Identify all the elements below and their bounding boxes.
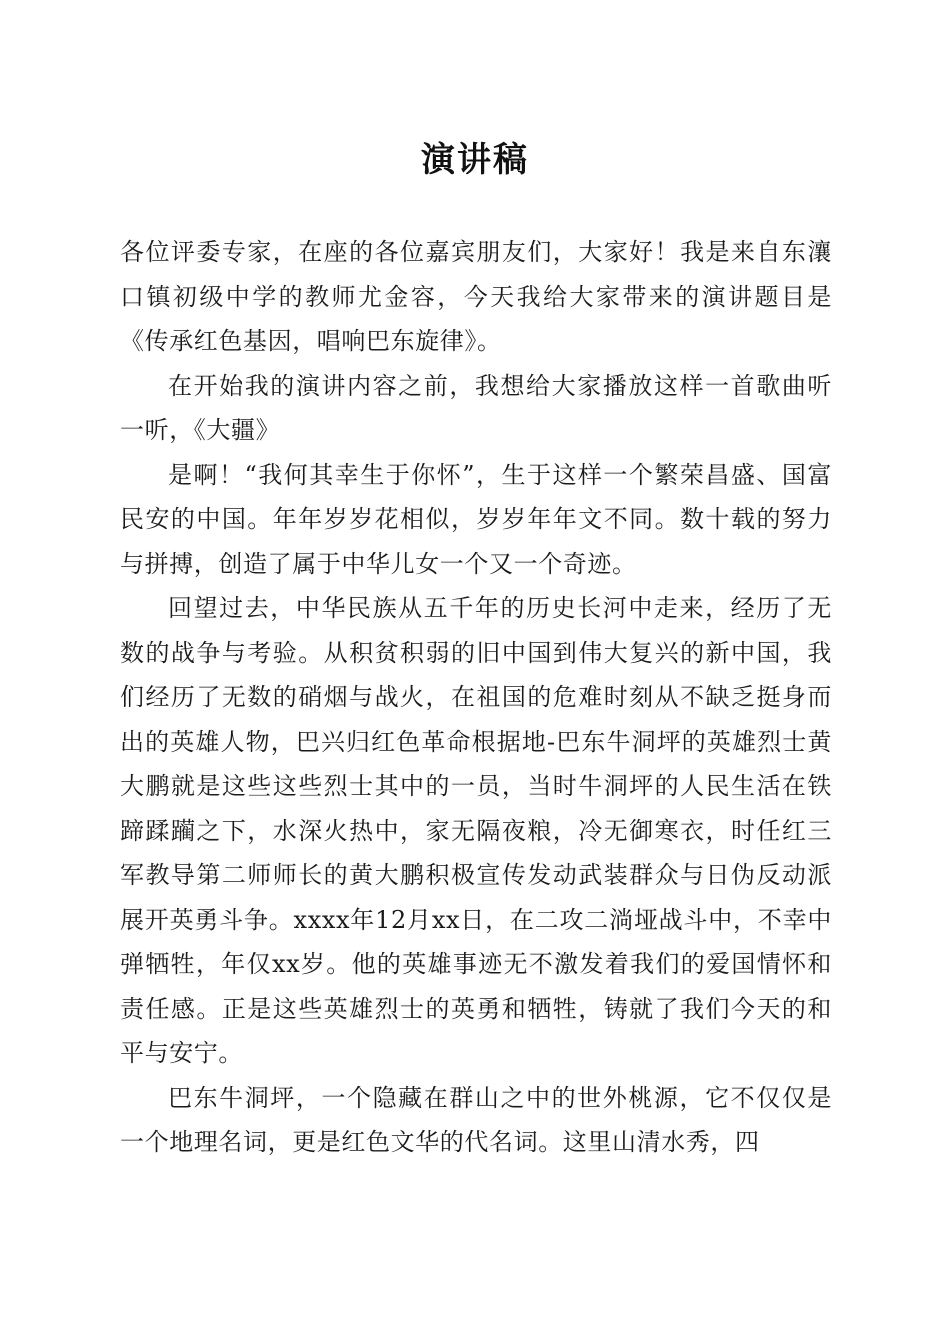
paragraph-gratitude: 是啊！“我何其幸生于你怀”，生于这样一个繁荣昌盛、国富民安的中国。年年岁岁花相似，岁岁年年文不同。数十载的努力与拼搏，创造了属于中华儿女一个又一个奇迹。 xyxy=(120,460,832,578)
paragraph-history: 回望过去，中华民族从五千年的历史长河中走来，经历了无数的战争与考验。从积贫积弱的旧中国到伟大复兴的新中国，我们经历了无数的硝烟与战火，在祖国的危难时刻从不缺乏挺身而出的英雄人物，巴兴归红色革命根据地-巴东牛洞坪的英雄烈士黄大鹏就是这些这些烈士其中的一员，当时牛洞坪的人民生活在铁蹄蹂躏之下，水深火热中，家无隔夜粮，冷无御寒衣，时任红三军教导第二师师长的黄大鹏积极宣传发动武装群众与日伪反动派展开英勇斗争。xxxx年12月xx日，在二攻二淌垭战斗中，不幸中弹牺牲，年仅xx岁。他的英雄事迹无不激发着我们的爱国情怀和责任感。正是这些英雄烈士的英勇和牺牲，铸就了我们今天的和平与安宁。 xyxy=(120,594,832,1067)
page-title: 演讲稿 xyxy=(421,140,529,180)
document-body xyxy=(120,230,832,1165)
paragraph-song-intro: 在开始我的演讲内容之前，我想给大家播放这样一首歌曲听一听，《大疆》 xyxy=(120,371,832,444)
paragraph-greeting: 各位评委专家，在座的各位嘉宾朋友们，大家好！我是来自东瀼口镇初级中学的教师尤金容，今天我给大家带来的演讲题目是《传承红色基因，唱响巴东旋律》。 xyxy=(120,238,832,355)
paragraph-niudongping: 巴东牛洞坪，一个隐藏在群山之中的世外桃源，它不仅仅是一个地理名词，更是红色文华的代名词。这里山清水秀，四 xyxy=(120,1083,832,1156)
